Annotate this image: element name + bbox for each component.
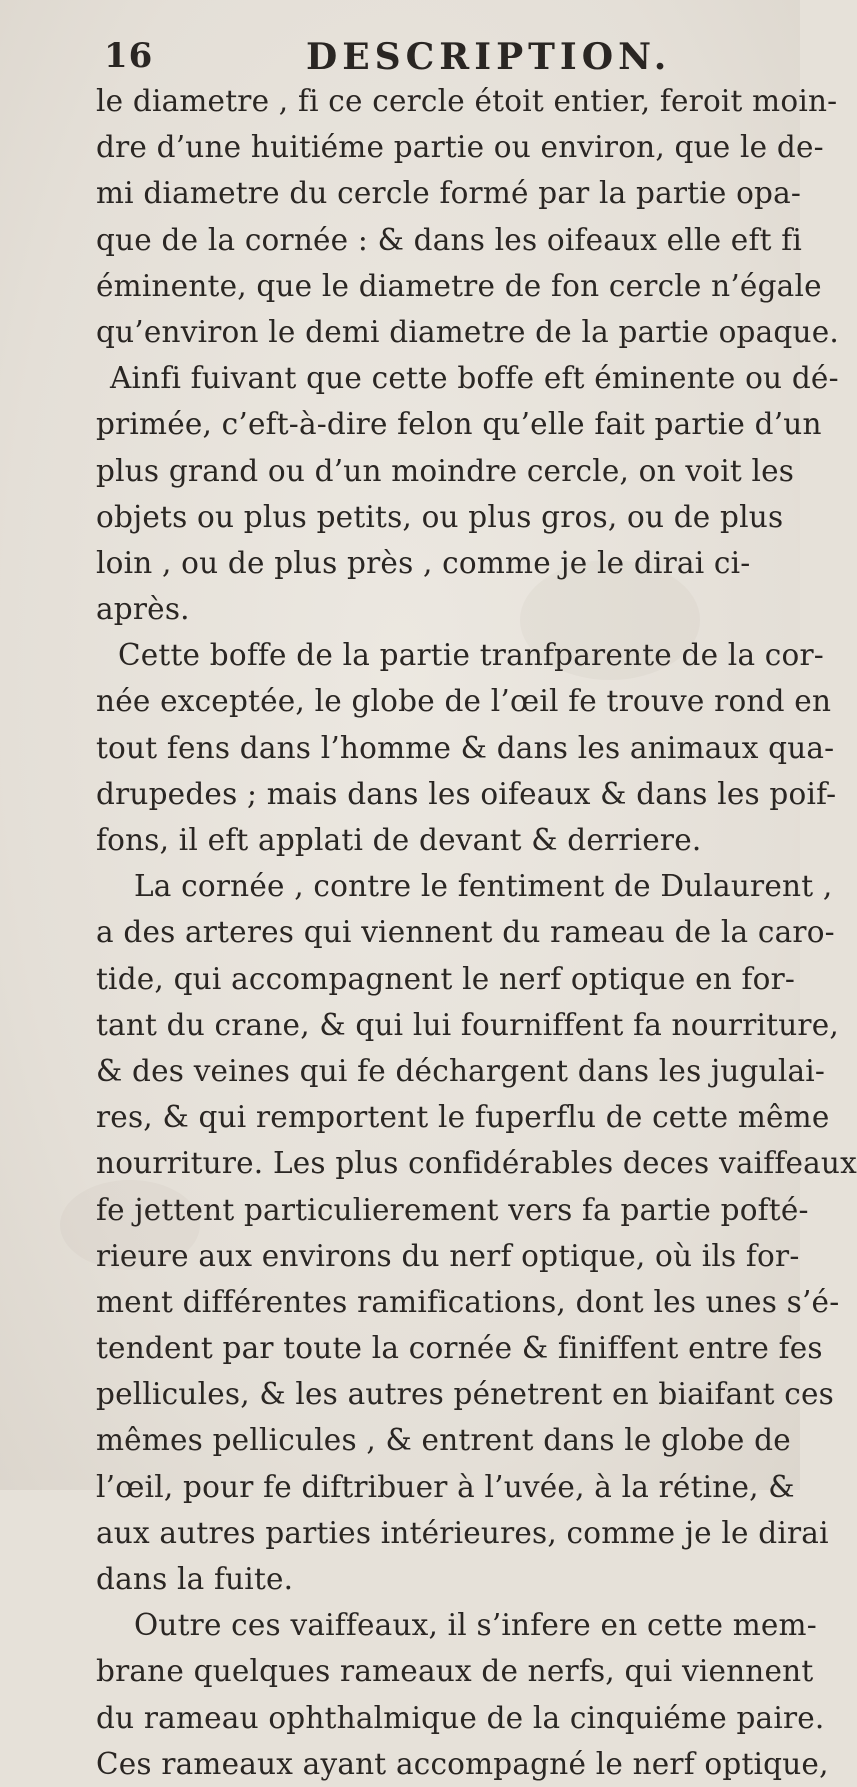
text-line: que de la cornée : & dans les oifeaux elle eft fi — [96, 222, 802, 257]
text-line: tant du crane, & qui lui fourniffent fa nourriture, — [96, 1007, 839, 1042]
text-line: le diametre , fi ce cercle étoit entier, feroit moin- — [96, 84, 838, 118]
text-line: après. — [96, 592, 190, 627]
page-number: 16 — [104, 36, 154, 76]
text-line: aux autres parties intérieures, comme je le dirai — [96, 1515, 829, 1550]
text-line: a des arteres qui viennent du rameau de la caro- — [96, 915, 835, 950]
text-line: primée, c’eft-à-dire felon qu’elle fait partie d’un — [96, 407, 822, 442]
running-title: DESCRIPTION. — [306, 36, 672, 78]
text-line: dre d’une huitiéme partie ou environ, que le de- — [96, 130, 824, 165]
text-line: La cornée , contre le fentiment de Dulaurent , — [134, 869, 833, 904]
text-line: res, & qui remportent le fuperflu de cette même — [96, 1100, 830, 1135]
text-line: rieure aux environs du nerf optique, où ils for- — [96, 1238, 800, 1273]
text-line: qu’environ le demi diametre de la partie opaque. — [96, 314, 839, 349]
text-line: Ces rameaux ayant accompagné le nerf optique, — [96, 1746, 829, 1781]
text-line: fe jettent particulierement vers fa partie pofté- — [96, 1192, 809, 1227]
text-line: nourriture. Les plus confidérables deces vaiffeaux — [96, 1146, 857, 1181]
body-text — [96, 78, 857, 1787]
text-line: plus grand ou d’un moindre cercle, on voit les — [96, 453, 795, 488]
text-line: loin , ou de plus près , comme je le dirai ci- — [96, 545, 751, 580]
text-line: mi diametre du cercle formé par la partie opa- — [96, 176, 802, 211]
text-line: éminente, que le diametre de fon cercle n’égale — [96, 268, 822, 303]
text-line: ment différentes ramifications, dont les unes s’é- — [96, 1284, 840, 1319]
text-line: drupedes ; mais dans les oifeaux & dans les poif- — [96, 776, 837, 811]
text-line: Ainfi fuivant que cette boffe eft éminente ou dé- — [110, 361, 839, 396]
text-line: l’œil, pour fe diftribuer à l’uvée, à la rétine, & — [96, 1469, 795, 1504]
text-line: tendent par toute la cornée & finiffent entre fes — [96, 1331, 823, 1366]
text-line: née exceptée, le globe de l’œil fe trouve rond en — [96, 684, 832, 719]
text-line: Cette boffe de la partie tranfparente de la cor- — [118, 638, 824, 673]
text-line: fons, il eft applati de devant & derriere. — [96, 823, 702, 857]
text-line: Outre ces vaiffeaux, il s’infere en cette mem- — [134, 1608, 817, 1643]
text-line: objets ou plus petits, ou plus gros, ou de plus — [96, 499, 784, 534]
text-line: & des veines qui fe déchargent dans les jugulai- — [96, 1053, 826, 1088]
text-line: du rameau ophthalmique de la cinquiéme paire. — [96, 1700, 825, 1735]
text-line: brane quelques rameaux de nerfs, qui viennent — [96, 1654, 814, 1689]
text-line: mêmes pellicules , & entrent dans le globe de — [96, 1423, 791, 1458]
text-line: pellicules, & les autres pénetrent en biaifant ces — [96, 1377, 834, 1412]
text-line: dans la fuite. — [96, 1562, 294, 1596]
text-line: tout fens dans l’homme & dans les animaux qua- — [96, 730, 835, 765]
text-line: tide, qui accompagnent le nerf optique en for- — [96, 961, 796, 996]
